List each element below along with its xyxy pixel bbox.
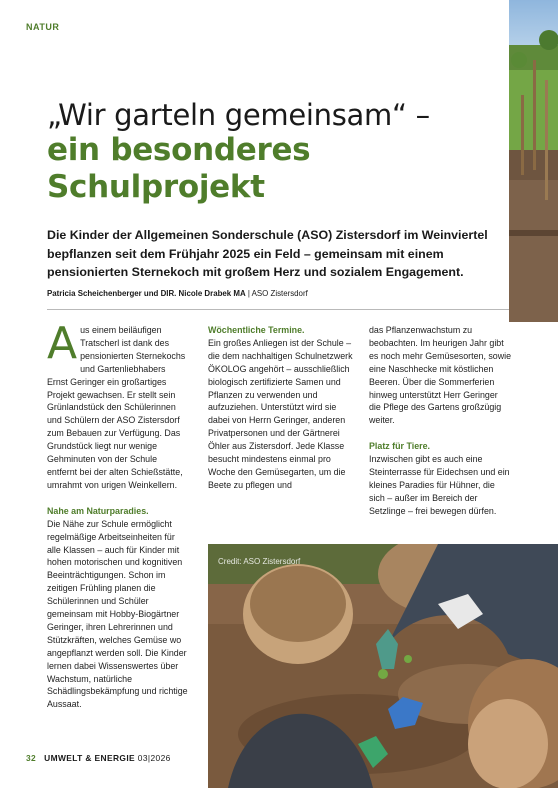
photo-credit: Credit: ASO Zistersdorf [218,557,301,566]
headline-line-1: „Wir garteln gemeinsam“ – [47,98,430,132]
drop-cap: A [47,318,78,369]
page-number: 32 [26,753,37,763]
subheading-naturparadies: Nahe am Naturparadies. [47,505,149,516]
column-2 [208,324,353,492]
intro-paragraph: us einem beiläufigen Tratscherl ist dank des pensionierten Sternekochs und Gartenliebhabers Ernst Geringer ein großartiges Projekt gewachsen. Er stellt sein Grünlandstück den Schülerinnen und Schülern der ASO Zistersdorf zum Bebauen zur Verfügung. Das Grundstück liegt nur wenige Gehminuten von der Schule entfernt bei der alten Schießstätte, umrahmt von urigen Weinkellern. [47,325,186,490]
byline-authors: Patricia Scheichenberger und DIR. Nicole Drabek MA [47,289,246,298]
byline [47,289,487,298]
column-1 [47,318,188,711]
paragraph-termine: Ein großes Anliegen ist der Schule – die dem nachhaltigen Schulnetzwerk ÖKOLOG angehört – ausschließlich biologisch zertifizierte Samen und Pflanzen zu verwenden und aufzuziehen. Unterstützt wird sie dabei von Herrn Geringer, anderen Privatpersonen und der Gärtnerei Öhler aus Zistersdorf. Jede Klasse besucht mindestens einmal pro Woche den Gemüsegarten, um die Beete zu pflegen und [208,337,353,490]
subheading-tiere: Platz für Tiere. [369,441,430,452]
paragraph-tiere: Inzwischen gibt es auch eine Steinterrasse für Eidechsen und ein kleines Paradies für Hühner, die sich – außer im Bereich der Setzlinge – frei bewegen dürfen. [369,454,510,516]
page-footer [26,753,171,763]
subheading-termine: Wöchentliche Termine. [208,325,305,335]
children-gardening-photo [208,544,558,788]
column-3 [369,324,512,518]
headline [47,98,497,205]
byline-org: ASO Zistersdorf [251,289,308,298]
byline-separator: | [245,289,252,298]
lead-paragraph: Die Kinder der Allgemeinen Sonderschule (ASO) Zistersdorf im Weinviertel bepflanzen seit dem Frühjahr 2025 ein Feld – gemeinsam mit einem pensionierten Sternekoch mit großem Herz und sozialem Engagement. [47,228,488,280]
headline-line-3: Schulprojekt [47,168,265,205]
issue-number: 03|2026 [137,753,171,763]
children-gardening-illustration [208,544,558,788]
section-label: NATUR [26,22,60,32]
headline-line-2: ein besonderes [47,132,311,169]
paragraph-termine-continued: das Pflanzenwachstum zu beobachten. Im heurigen Jahr gibt es noch mehr Gemüsesorten, sowie eine Naschhecke mit köstlichen Beeren. Über die Sommerferien hinweg unterstützt Herr Geringer die Pflege des Gartens großzügig weiter. [369,325,512,426]
magazine-name: UMWELT & ENERGIE [44,753,136,763]
divider-rule [47,309,509,310]
paragraph-naturparadies: Die Nähe zur Schule ermöglicht regelmäßige Arbeitseinheiten für alle Klassen – auch für Kinder mit hohen motorischen und kognitiven Beeinträchtigungen. Schon im zeitigen Frühling planen die Schülerinnen und Schüler gemeinsam mit Hobby-Biogärtner Geringer, ihren Lehrerinnen und Stützkräften, welches Gemüse wo angepflanzt werden soll. Die Kinder lernen dabei Wissenswertes über Wachstum, natürliche Schädlingsbekämpfung und richtige Aussaat. [47,518,188,710]
garden-side-photo [509,0,558,322]
garden-side-illustration [509,0,558,322]
